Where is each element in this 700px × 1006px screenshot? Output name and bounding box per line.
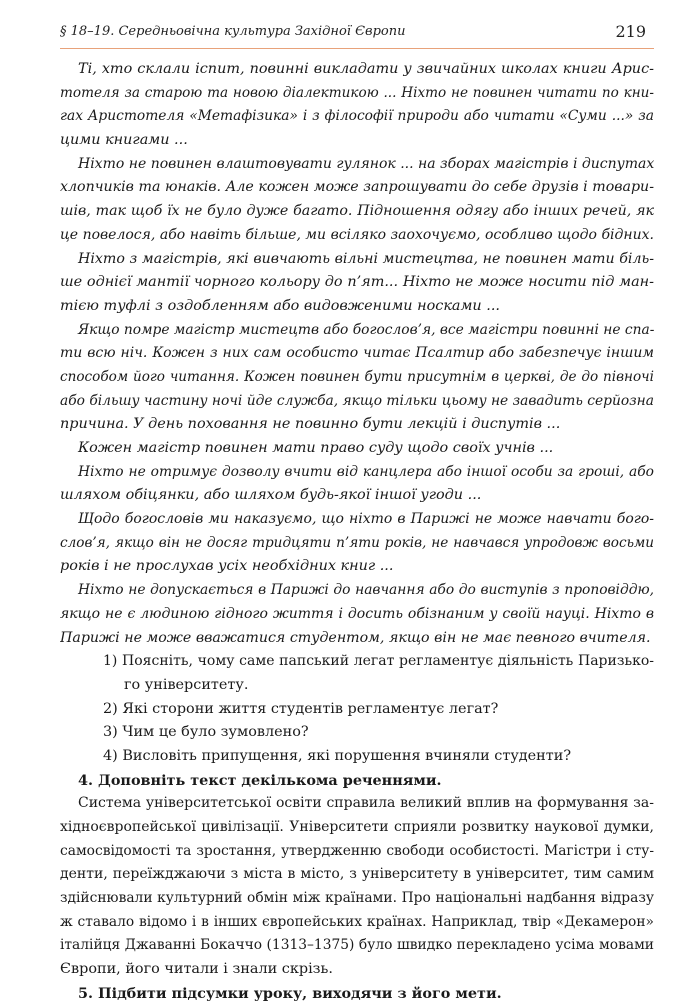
quote-line: Щодо богословів ми наказуємо, що ніхто в Парижі не може навчати бого- [78, 511, 654, 528]
quote-line: ти всю ніч. Кожен з них сам особисто читає Псалтир або забезпечує іншим [60, 345, 654, 362]
quote-line: Ніхто не отримує дозволу вчити від канцлера або іншої особи за гроші, або [78, 463, 654, 480]
quote-line: Ті, хто склали іспит, повинні викладати у звичайних школах книги Арис- [78, 61, 654, 77]
document-quote [60, 58, 654, 650]
quote-line: тотеля за старою та новою діалектикою ... Ніхто не повинен читати по кни- [60, 84, 654, 101]
quote-line: шляхом обіцянки, або шляхом будь-якої іншої угоди ... [60, 487, 482, 504]
page-header [60, 22, 654, 49]
quote-line: Парижі не може вважатися студентом, якщо він не має певного вчителя. [60, 629, 651, 646]
quote-line: або більшу частину ночі йде служба, якщо тільки цьому не завадить серйозна [60, 392, 654, 409]
quote-line: Якщо помре магістр мистецтв або богослов’я, все магістри повинні не спа- [78, 321, 654, 338]
body-line: Система університетської освіти справила великий вплив на формування за- [78, 795, 654, 812]
body-line: здійснювали культурний обмін між країнами. Про національні надбання відразу [60, 890, 654, 907]
body-line: хідноєвропейської цивілізації. Університети сприяли розвитку наукової думки, [60, 819, 654, 835]
question-item-continued: го університету. [124, 676, 249, 693]
section-4-heading: 4. Доповніть текст декількома реченнями. [78, 771, 442, 789]
body-line: денти, переїжджаючи з міста в місто, з університету в університет, тим самим [60, 866, 654, 883]
running-title: § 18–19. Середньовічна культура Західної Європи [60, 24, 406, 39]
quote-line: ше однієї мантії чорного кольору до п’ят... Ніхто не може носити під ман- [60, 274, 654, 291]
quote-line: якщо не є людиною гідного життя і досить обізнаним у своїй науці. Ніхто в [60, 605, 654, 622]
quote-line: Ніхто не допускається в Парижі до навчання або до виступів з проповіддю, [78, 582, 654, 599]
page-number: 219 [615, 22, 646, 41]
quote-line: цими книгами ... [60, 132, 188, 149]
quote-line: слов’я, якщо він не досяг тридцяти п’яти років, не навчався упродовж восьми [60, 534, 654, 551]
body-line: ж ставало відомо і в інших європейських країнах. Наприклад, твір «Декамерон» [60, 913, 654, 930]
quote-line: способом його читання. Кожен повинен бути присутнім в церкві, де до півночі [60, 368, 654, 385]
quote-line: хлопчиків та юнаків. Але кожен може запрошувати до себе друзів і товари- [60, 179, 654, 196]
quote-line: Ніхто не повинен влаштовувати гулянок ... на зборах магістрів і диспутах [78, 155, 654, 172]
section-4-text [60, 792, 654, 982]
quote-line: тією туфлі з оздобленням або видовженими носками ... [60, 297, 500, 314]
quote-line: Ніхто з магістрів, які вивчають вільні мистецтва, не повинен мати біль- [78, 250, 654, 267]
quote-line: гах Аристотеля «Метафізика» і з філософії природи або читати «Суми ...» за [60, 108, 654, 125]
body-line: самосвідомості та зростання, утвердженню свободи особистості. Магістри і сту- [60, 842, 654, 859]
section-5-heading: 5. Підбити підсумки уроку, виходячи з його мети. [78, 984, 502, 1002]
page-content [60, 58, 654, 1006]
question-item: 3) Чим це було зумовлено? [103, 724, 309, 741]
body-line: Європи, його читали і знали скрізь. [60, 961, 333, 978]
quote-line: Кожен магістр повинен мати право суду щодо своїх учнів ... [78, 440, 554, 456]
quote-line: років і не прослухав усіх необхідних книг ... [60, 558, 394, 575]
quote-line: причина. У день поховання не повинно бути лекцій і диспутів ... [60, 416, 561, 433]
quote-line: шів, так щоб їх не було дуже багато. Підношення одягу або інших речей, як [60, 203, 654, 220]
question-item: 2) Які сторони життя студентів регламентує легат? [103, 700, 499, 717]
question-list [60, 650, 654, 768]
quote-line: це повелося, або навіть більше, ми всіляко заохочуємо, особливо щодо бідних. [60, 226, 654, 243]
body-line: італійця Джаванні Бокаччо (1313–1375) було швидко перекладено усіма мовами [60, 937, 654, 954]
question-item: 1) Поясніть, чому саме папський легат регламентує діяльність Паризько- [103, 653, 654, 670]
question-item: 4) Висловіть припущення, які порушення вчиняли студенти? [103, 747, 572, 764]
